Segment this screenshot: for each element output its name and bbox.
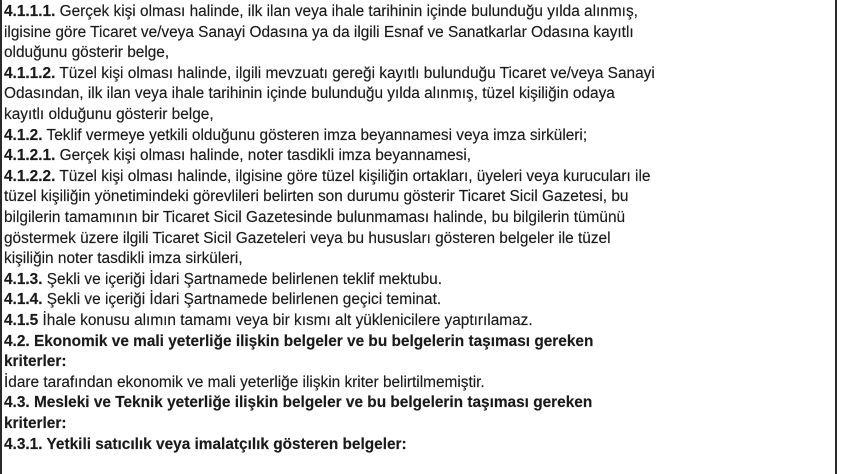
- line-text: Şekli ve içeriği İdari Şartnamede belirlenen teklif mektubu.: [42, 270, 443, 288]
- left-border-line: [0, 0, 2, 474]
- section-number: 4.1.2.2.: [4, 167, 56, 185]
- line-text: Tüzel kişi olması halinde, ilgisine göre tüzel kişiliğin ortakları, üyeleri veya kurucuları ile: [55, 167, 651, 185]
- line-text: kişiliğin noter tasdikli imza sirküleri,: [4, 250, 243, 268]
- text-line: [4, 23, 827, 43]
- text-line: [4, 373, 827, 393]
- text-line: [4, 393, 827, 413]
- section-number: kriterler:: [4, 353, 67, 371]
- line-text: İhale konusu alımın tamamı veya bir kısmı alt yüklenicilere yaptırılamaz.: [38, 312, 533, 329]
- text-line: [4, 414, 827, 434]
- section-number: 4.1.3.: [4, 270, 43, 288]
- text-line: [4, 332, 827, 352]
- text-line: [4, 84, 827, 104]
- text-line: [4, 187, 827, 207]
- line-text: Gerçek kişi olması halinde, noter tasdikli imza beyannamesi,: [55, 147, 472, 165]
- text-line: [4, 146, 827, 166]
- section-number: 4.3. Mesleki ve Teknik yeterliğe ilişkin belgeler ve bu belgelerin taşıması gereken: [4, 394, 593, 412]
- line-text: Şekli ve içeriği İdari Şartnamede belirlenen geçici teminat.: [42, 291, 442, 309]
- line-text: bilgilerin tamamının bir Ticaret Sicil Gazetesinde bulunmaması halinde, bu bilgilerin tümünü: [4, 209, 626, 226]
- section-number: kriterler:: [4, 415, 67, 432]
- line-text: Teklif vermeye yetkili olduğunu gösteren imza beyannamesi veya imza sirküleri;: [42, 126, 588, 144]
- text-line: [4, 435, 827, 455]
- line-text: olduğunu gösterir belge,: [4, 44, 170, 62]
- text-line: [4, 352, 827, 372]
- text-line: [4, 64, 827, 84]
- section-number: 4.1.5: [4, 312, 39, 329]
- section-number: 4.1.1.2.: [4, 64, 56, 82]
- text-line: [4, 311, 827, 331]
- section-number: 4.1.2.1.: [4, 147, 56, 165]
- section-number: 4.1.4.: [4, 291, 43, 309]
- section-number: 4.1.1.1.: [4, 3, 56, 20]
- line-text: Tüzel kişi olması halinde, ilgili mevzuatı gereği kayıtlı bulunduğu Ticaret ve/veya Sanayi: [55, 64, 655, 82]
- line-text: Gerçek kişi olması halinde, ilk ilan veya ihale tarihinin içinde bulunduğu yılda alınmış,: [55, 3, 638, 20]
- text-line: [4, 208, 827, 228]
- right-border-line: [835, 0, 837, 474]
- text-line: [4, 249, 827, 269]
- line-text: Odasından, ilk ilan veya ihale tarihinin içinde bulunduğu yılda alınmış, tüzel kişiliğin odaya: [4, 85, 615, 103]
- line-text: tüzel kişiliğin yönetimindeki görevlileri belirten son durumu gösterir Ticaret Sicil Gazetesi, bu: [4, 188, 629, 206]
- text-line: [4, 126, 827, 146]
- text-line: [4, 105, 827, 125]
- section-number: 4.1.2.: [4, 126, 43, 144]
- text-line: [4, 43, 827, 63]
- text-line: [4, 229, 827, 249]
- section-number: 4.3.1. Yetkili satıcılık veya imalatçılık gösteren belgeler:: [4, 435, 407, 453]
- text-line: [4, 2, 827, 22]
- text-line: [4, 290, 827, 310]
- text-line: [4, 270, 827, 290]
- section-number: 4.2. Ekonomik ve mali yeterliğe ilişkin belgeler ve bu belgelerin taşıması gereken: [4, 332, 594, 350]
- line-text: göstermek üzere ilgili Ticaret Sicil Gazeteleri veya bu hususları gösteren belgeler ile tüzel: [4, 229, 611, 247]
- line-text: İdare tarafından ekonomik ve mali yeterliğe ilişkin kriter belirtilmemiştir.: [4, 373, 485, 391]
- line-text: ilgisine göre Ticaret ve/veya Sanayi Odasına ya da ilgili Esnaf ve Sanatkarlar Odasına kayıtlı: [4, 23, 634, 41]
- line-text: kayıtlı olduğunu gösterir belge,: [4, 106, 214, 123]
- text-line: [4, 167, 827, 187]
